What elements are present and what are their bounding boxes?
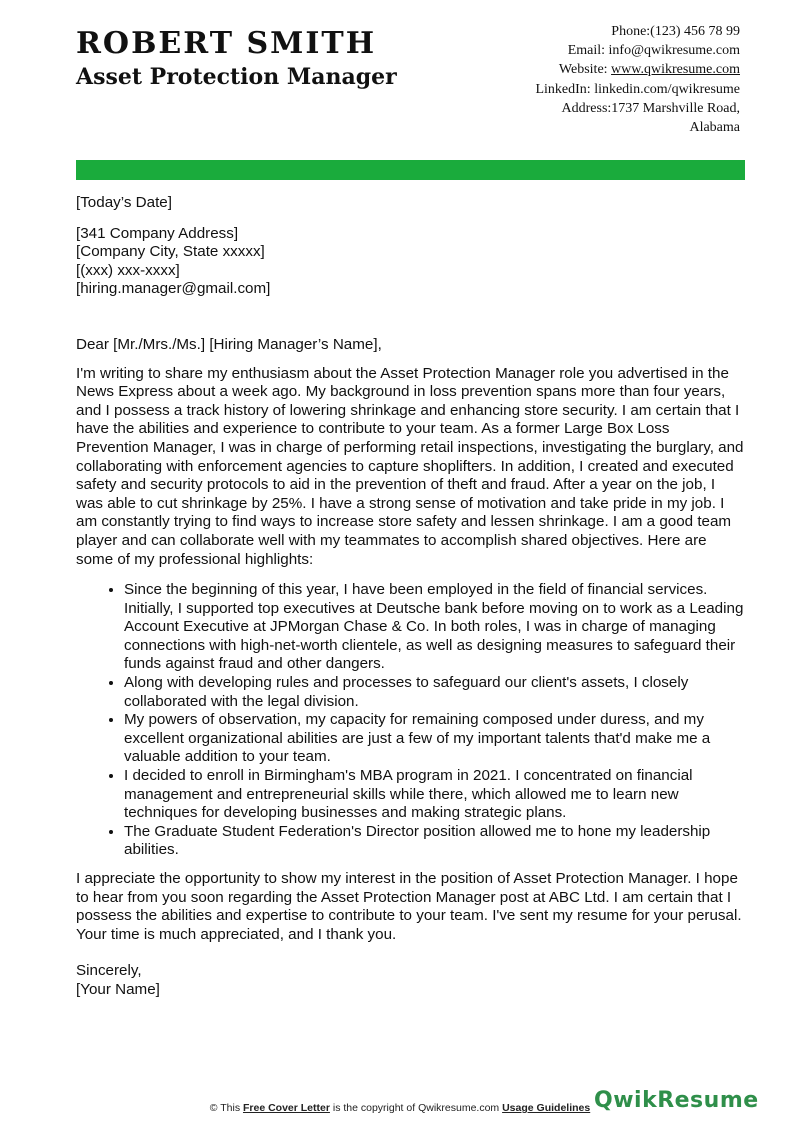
recipient-address-block	[76, 225, 746, 299]
signature: [Your Name]	[76, 980, 160, 998]
website-link[interactable]: www.qwikresume.com	[611, 62, 740, 78]
recipient-address: [341 Company Address]	[76, 224, 239, 242]
letter-date: [Today’s Date]	[76, 194, 172, 211]
recipient-email: [hiring.manager@gmail.com]	[76, 280, 271, 298]
contact-block	[460, 22, 740, 137]
intro-paragraph: I'm writing to share my enthusiasm about the Asset Protection Manager role you advertised in the News Express about a week ago. My background in loss prevention spans more than four years, and I possess a track history of lowering shrinkage and enhancing store security. I am certain that I have the abilities and experience to contribute to your team. As a former Large Box Loss Prevention Manager, I was in charge of performing retail inspections, investigating the burglary, and collaborating with enforcement agencies to capture shoplifters. In addition, I created and executed safety and security protocols to aid in the prevention of theft and fraud. After a year on the job, I was able to cut shrinkage by 25%. I have a strong sense of motivation and take pride in my job. I am constantly trying to find ways to increase store safety and lessen shrinkage. I am a good team player and can collaborate well with my teammates to accomplish shared objectives. Here are some of my professional highlights:	[76, 364, 744, 568]
contact-email: Email: info@qwikresume.com	[567, 43, 740, 59]
contact-website-label: Website:	[558, 62, 612, 78]
highlights-list	[76, 581, 746, 860]
highlight-item: • Since the beginning of this year, I have been employed in the field of financial services. Initially, I supported top executives at Deutsche bank before moving on to work as a Leading Account Executive at JPMorgan Chase & Co. In both roles, I was in charge of managing connections with high-net-worth clientele, as well as designing measures to safeguard their funds against fraud and other dangers.	[124, 581, 746, 674]
recipient-phone: [(xxx) xxx-xxxx]	[76, 261, 180, 279]
copyright-footer	[0, 1101, 800, 1115]
contact-linkedin: LinkedIn: linkedin.com/qwikresume	[535, 81, 740, 97]
applicant-name: ROBERT SMITH	[76, 26, 377, 61]
signoff: Sincerely,	[76, 962, 142, 980]
closing-paragraph: I appreciate the opportunity to show my interest in the position of Asset Protection Manager. I hope to hear from you soon regarding the Asset Protection Manager post at ABC Ltd. I am certain that I possess the abilities and expertise to contribute to your team. I've sent my resume for your perusal. Your time is much appreciated, and I thank you.	[76, 870, 742, 943]
header-divider-bar	[76, 160, 745, 180]
highlight-item: • The Graduate Student Federation's Director position allowed me to hone my leadership abilities.	[124, 823, 746, 860]
contact-website	[460, 60, 740, 79]
contact-address-line2: Alabama	[689, 120, 740, 136]
letter-body	[76, 194, 746, 1000]
free-cover-letter-link[interactable]: Free Cover Letter	[242, 1102, 330, 1114]
footer-middle: is the copyright of Qwikresume.com	[329, 1102, 503, 1114]
highlight-item: • My powers of observation, my capacity for remaining composed under duress, and my excellent organizational abilities are just a few of my important talents that'd make me a valuable addition to your team.	[124, 711, 746, 767]
greeting: Dear [Mr./Mrs./Ms.] [Hiring Manager’s Name],	[76, 335, 382, 353]
usage-guidelines-link[interactable]: Usage Guidelines	[502, 1102, 591, 1114]
highlight-item: • Along with developing rules and processes to safeguard our client's assets, I closely collaborated with the legal division.	[124, 674, 746, 711]
contact-address-line1: Address:1737 Marshville Road,	[561, 100, 740, 116]
footer-prefix: © This	[209, 1102, 243, 1114]
contact-phone: Phone:(123) 456 78 99	[611, 24, 740, 39]
job-title: Asset Protection Manager	[76, 64, 397, 90]
qwikresume-logo: QwikResume	[594, 1088, 759, 1113]
highlight-item: • I decided to enroll in Birmingham's MBA program in 2021. I concentrated on financial management and entrepreneurial skills while there, which allowed me to learn new techniques for developing businesses and making strategic plans.	[124, 767, 746, 823]
recipient-city-state: [Company City, State xxxxx]	[76, 243, 265, 261]
signoff-block	[76, 962, 746, 999]
